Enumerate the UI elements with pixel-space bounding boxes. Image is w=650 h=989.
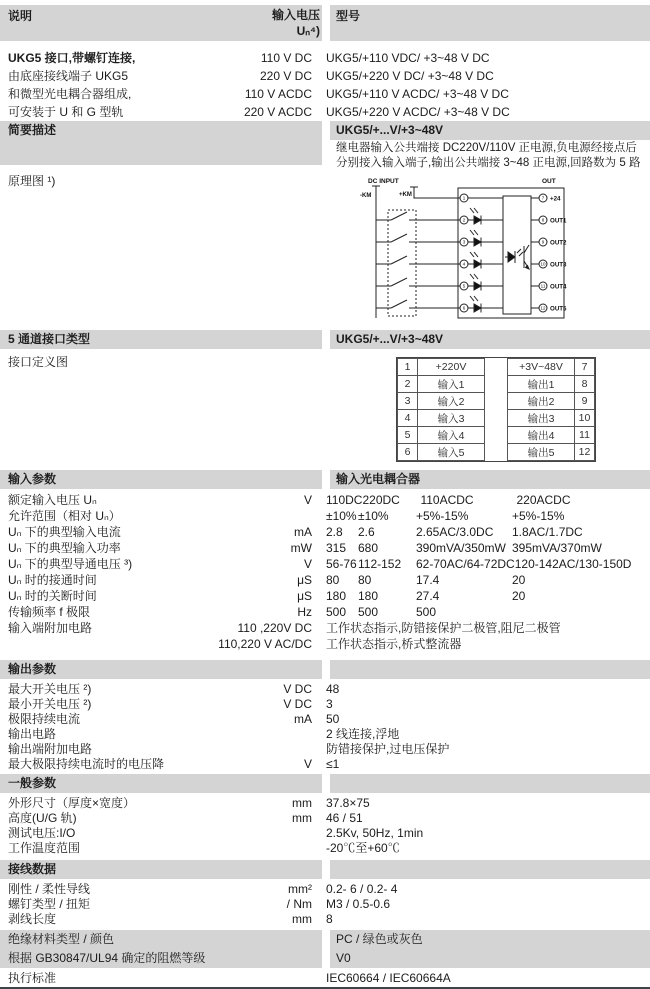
model-number: UKG5/+220 V ACDC/ +3~48 V DC xyxy=(326,105,510,119)
standard-row xyxy=(0,971,650,985)
param-unit: mm xyxy=(292,811,312,825)
param-unit: / Nm xyxy=(286,897,312,911)
brief-text-line2: 分别接入输入端子,输出公共端接 3~48 正电源,回路数为 5 路 xyxy=(336,157,641,169)
table-row xyxy=(0,85,650,103)
optocoupler-symbol xyxy=(505,245,529,269)
param-value: 315 xyxy=(326,541,347,555)
km-neg-label: -KM xyxy=(360,193,372,199)
dc-input-label: DC INPUT xyxy=(368,178,399,185)
input-voltage-symbol: Uₙ⁴) xyxy=(296,24,320,38)
table-row xyxy=(398,410,485,427)
table-row xyxy=(0,796,650,811)
param-value: 工作状态指示,防错接保护二极管,阻尼二极管 xyxy=(326,621,561,635)
param-label: Uₙ 下的典型输入电流 xyxy=(8,525,121,539)
insulation-material-value: PC / 绿色或灰色 xyxy=(336,932,423,946)
param-label: 额定输入电压 Uₙ xyxy=(8,493,97,507)
pin-number: 9 xyxy=(575,393,595,410)
table-row xyxy=(0,742,650,757)
table-row xyxy=(0,524,650,540)
table-row xyxy=(0,841,650,856)
param-value: ±10% xyxy=(358,509,389,523)
wiring-section-bar xyxy=(0,860,650,879)
general-params-table xyxy=(0,796,650,856)
table-row xyxy=(0,882,650,897)
table-row xyxy=(0,67,650,85)
pin-number: 8 xyxy=(575,376,595,393)
schematic-section xyxy=(0,167,650,325)
pinout-center-gap xyxy=(485,358,507,461)
terminal-number: 2 xyxy=(462,217,466,223)
param-unit: V xyxy=(303,493,312,507)
table-row xyxy=(508,410,595,427)
general-params-title: 一般参数 xyxy=(0,774,322,793)
param-value: 500 xyxy=(326,605,347,619)
param-unit: mA xyxy=(294,525,312,539)
pin-label: 输出4 xyxy=(508,427,575,444)
param-unit: V xyxy=(303,757,312,771)
pin-number: 7 xyxy=(575,359,595,376)
param-value: 2.6 xyxy=(358,525,375,539)
table-row xyxy=(398,359,485,376)
input-params-section-bar xyxy=(0,470,650,489)
param-label: Uₙ 下的典型输入功率 xyxy=(8,541,121,555)
table-row xyxy=(0,727,650,742)
param-label: 外形尺寸（厚度×宽度） xyxy=(8,796,136,810)
param-label: 剥线长度 xyxy=(8,912,57,926)
param-label: 允许范围（相对 Uₙ） xyxy=(8,509,121,523)
model-desc: 和微型光电耦合器组成, xyxy=(8,87,132,101)
param-unit: 110,220 V AC/DC xyxy=(218,637,312,651)
table-row xyxy=(0,556,650,572)
connector-pinout-table xyxy=(396,357,596,462)
wire-label: OUT2 xyxy=(550,239,567,247)
km-pos-label: +KM xyxy=(399,192,412,198)
param-value: 46 / 51 xyxy=(326,811,363,825)
param-label: 输入端附加电路 xyxy=(8,621,93,635)
pin-label: 输出2 xyxy=(508,393,575,410)
output-wire-labels xyxy=(550,196,567,313)
pinout-right-table xyxy=(507,358,595,461)
insulation-section xyxy=(0,930,650,968)
pin-label: +3V~48V xyxy=(508,359,575,376)
param-label xyxy=(0,636,212,652)
terminal-number: 9 xyxy=(541,239,545,245)
param-value: 180 xyxy=(326,589,347,603)
input-params-title: 输入参数 xyxy=(0,470,322,489)
param-value: 8 xyxy=(326,912,333,926)
param-value: 180 xyxy=(358,589,379,603)
param-value: M3 / 0.5-0.6 xyxy=(326,897,391,911)
standard-label: 执行标准 xyxy=(8,971,57,985)
col-header-input-voltage xyxy=(272,7,320,41)
param-value: 110DC xyxy=(326,493,363,507)
param-unit: Hz xyxy=(297,605,312,619)
table-row xyxy=(0,697,650,712)
brief-model-title: UKG5/+...V/+3~48V xyxy=(330,121,650,140)
terminal-number: 12 xyxy=(540,305,546,311)
param-value: 500 xyxy=(416,605,437,619)
param-label: Uₙ 时的关断时间 xyxy=(8,589,97,603)
model-table xyxy=(0,49,650,121)
param-value: 220ACDC xyxy=(516,493,571,507)
param-value: +5%-15% xyxy=(416,509,469,523)
param-label: 极限持续电流 xyxy=(8,712,81,726)
table-row xyxy=(0,604,650,620)
output-params-title: 输出参数 xyxy=(0,660,322,679)
model-voltage: 110 V ACDC xyxy=(244,87,312,101)
param-value: 56-76 xyxy=(326,557,357,571)
param-value: 112-152 xyxy=(358,557,402,571)
general-params-right-segment xyxy=(330,774,650,793)
switch-contacts xyxy=(376,212,460,308)
output-params-table xyxy=(0,682,650,772)
table-row xyxy=(0,588,650,604)
param-value: 27.4 xyxy=(416,589,440,603)
table-row xyxy=(0,572,650,588)
model-number: UKG5/+110 VDC/ +3~48 V DC xyxy=(326,51,490,65)
param-value: 0.2- 6 / 0.2- 4 xyxy=(326,882,398,896)
param-value: 110ACDC xyxy=(420,493,474,507)
insulation-material-label: 绝缘材料类型 / 颜色 xyxy=(8,932,115,946)
param-unit: V DC xyxy=(283,697,312,711)
terminal-number: 8 xyxy=(541,217,545,223)
table-row xyxy=(0,826,650,841)
param-value: 2.5Kv, 50Hz, 1min xyxy=(326,826,424,840)
param-value: 1.8AC/1.7DC xyxy=(512,525,583,539)
model-number: UKG5/+220 V DC/ +3~48 V DC xyxy=(326,69,494,83)
wire-label: OUT4 xyxy=(550,283,567,291)
pin-label: 输出1 xyxy=(508,376,575,393)
wire-label: OUT3 xyxy=(550,261,567,269)
param-value: 2.8 xyxy=(326,525,343,539)
param-value: 390mVA/350mW xyxy=(416,541,506,555)
table-row xyxy=(0,49,650,67)
insulation-values xyxy=(330,930,650,968)
interface-section-bar xyxy=(0,330,650,349)
interface-section-title: 5 通道接口类型 xyxy=(0,330,322,349)
terminal-number: 5 xyxy=(462,283,466,289)
param-label: Uₙ 下的典型导通电压 ³) xyxy=(8,557,133,571)
param-value: 220DC xyxy=(362,493,400,507)
param-label: 螺钉类型 / 扭矩 xyxy=(8,897,91,911)
param-label: 测试电压:I/O xyxy=(8,826,76,840)
param-value: 62-70AC/64-72DC xyxy=(416,557,515,571)
param-unit: 110 ,220V DC xyxy=(237,621,312,635)
model-voltage: 110 V DC xyxy=(260,51,312,65)
general-params-section-bar xyxy=(0,774,650,793)
table-row xyxy=(508,393,595,410)
param-value: 80 xyxy=(326,573,340,587)
param-label: 传输频率 f 极限 xyxy=(8,605,91,619)
model-voltage: 220 V ACDC xyxy=(243,105,312,119)
param-value: 48 xyxy=(326,682,340,696)
wire-label: +24 xyxy=(550,195,561,203)
output-params-right-segment xyxy=(330,660,650,679)
pin-label: +220V xyxy=(418,359,485,376)
standard-value: IEC60664 / IEC60664A xyxy=(326,971,451,985)
table-row xyxy=(0,620,650,636)
param-value: 20 xyxy=(512,589,526,603)
pin-label: 输入4 xyxy=(418,427,485,444)
param-value: 680 xyxy=(358,541,379,555)
input-params-table xyxy=(0,492,650,652)
param-label: 刚性 / 柔性导线 xyxy=(8,882,91,896)
param-label: 输出端附加电路 xyxy=(8,742,93,756)
terminal-number: 10 xyxy=(540,261,546,267)
param-value: 80 xyxy=(358,573,372,587)
table-row xyxy=(0,811,650,826)
terminal-number: 7 xyxy=(541,195,545,201)
param-value: +5%-15% xyxy=(512,509,565,523)
param-unit: V DC xyxy=(283,682,312,696)
model-voltage: 220 V DC xyxy=(259,69,312,83)
param-unit xyxy=(212,727,312,742)
table-row xyxy=(0,492,650,508)
pin-label: 输出5 xyxy=(508,444,575,461)
output-params-section-bar xyxy=(0,660,650,679)
table-row xyxy=(508,427,595,444)
brief-description-section xyxy=(0,121,650,167)
param-value: 3 xyxy=(326,697,333,711)
standard-unit-empty xyxy=(212,971,312,985)
param-value: 2 线连接,浮地 xyxy=(326,727,400,741)
param-value: 防错接保护,过电压保护 xyxy=(326,742,450,756)
pin-label: 输入5 xyxy=(418,444,485,461)
brief-section-body xyxy=(330,121,650,167)
schematic-label: 原理图 ¹) xyxy=(8,174,56,188)
pin-number: 12 xyxy=(575,444,595,461)
param-value: 工作状态指示,桥式整流器 xyxy=(326,637,462,651)
param-value: 20 xyxy=(512,573,526,587)
wiring-right-segment xyxy=(330,860,650,879)
wiring-title: 接线数据 xyxy=(0,860,322,879)
brief-section-title: 简要描述 xyxy=(0,121,322,165)
terminal-number: 3 xyxy=(462,239,466,245)
param-label: Uₙ 时的接通时间 xyxy=(8,573,97,587)
table-row xyxy=(0,636,650,652)
table-row xyxy=(0,912,650,927)
col-header-model: 型号 xyxy=(336,9,361,23)
pin-number: 11 xyxy=(575,427,595,444)
param-value: 120-142AC/130-150D xyxy=(514,557,632,571)
pinout-left-table xyxy=(397,358,485,461)
insulation-labels xyxy=(0,930,322,968)
model-number: UKG5/+110 V ACDC/ +3~48 V DC xyxy=(326,87,509,101)
pin-label: 输入1 xyxy=(418,376,485,393)
flammability-label: 根据 GB30847/UL94 确定的阻燃等级 xyxy=(8,951,206,965)
param-label: 工作温度范围 xyxy=(8,841,81,855)
param-unit xyxy=(212,508,312,524)
param-value: 17.4 xyxy=(416,573,440,587)
pin-number: 6 xyxy=(398,444,418,461)
param-unit: mA xyxy=(294,712,312,726)
table-row xyxy=(398,376,485,393)
pin-label: 输出3 xyxy=(508,410,575,427)
table-row xyxy=(508,444,595,461)
param-label: 最大极限持续电流时的电压降 xyxy=(8,757,165,771)
param-unit: μS xyxy=(297,589,312,603)
model-desc: 由底座接线端子 UKG5 xyxy=(8,69,129,83)
param-unit xyxy=(212,841,312,856)
param-unit xyxy=(212,742,312,757)
table-row xyxy=(398,444,485,461)
wire-label: OUT1 xyxy=(550,217,567,225)
header-right-segment xyxy=(330,5,650,41)
pin-number: 5 xyxy=(398,427,418,444)
wire-label: OUT5 xyxy=(550,305,567,313)
interface-diagram-label: 接口定义图 xyxy=(8,355,69,369)
param-unit: mm² xyxy=(288,882,312,896)
header-left-segment xyxy=(0,5,322,41)
param-unit: V xyxy=(303,557,312,571)
param-unit: mm xyxy=(292,796,312,810)
table-row xyxy=(0,103,650,121)
table-row xyxy=(0,757,650,772)
interface-section-model: UKG5/+...V/+3~48V xyxy=(330,330,650,349)
param-value: 500 xyxy=(358,605,379,619)
terminal-number: 6 xyxy=(462,305,466,311)
pin-label: 输入3 xyxy=(418,410,485,427)
table-row xyxy=(398,427,485,444)
param-value: 50 xyxy=(326,712,340,726)
param-unit: μS xyxy=(297,573,312,587)
param-value: -20℃至+60℃ xyxy=(326,841,400,855)
table-row xyxy=(0,540,650,556)
param-value: 2.65AC/3.0DC xyxy=(416,525,494,539)
table-row xyxy=(398,393,485,410)
interface-definition-area xyxy=(0,349,650,461)
input-voltage-label: 输入电压 xyxy=(271,8,320,22)
circuit-schematic-svg xyxy=(358,174,568,324)
param-unit xyxy=(212,826,312,841)
table-row xyxy=(0,508,650,524)
brief-text-line1: 继电器输入公共端接 DC220V/110V 正电源,负电源经接点后 xyxy=(336,142,637,154)
input-params-right-title: 输入光电耦合器 xyxy=(330,470,650,489)
table-row xyxy=(0,712,650,727)
table-row xyxy=(508,376,595,393)
pin-number: 2 xyxy=(398,376,418,393)
param-label: 最小开关电压 ²) xyxy=(8,697,92,711)
terminal-number: 4 xyxy=(462,261,466,267)
param-value: ±10% xyxy=(326,509,357,523)
flammability-value: V0 xyxy=(336,951,351,965)
pin-number: 10 xyxy=(575,410,595,427)
table-row xyxy=(508,359,595,376)
wiring-table xyxy=(0,882,650,927)
table-row xyxy=(0,897,650,912)
pin-number: 1 xyxy=(398,359,418,376)
param-unit: mm xyxy=(292,912,312,926)
terminal-number: 11 xyxy=(540,283,546,289)
param-label: 输出电路 xyxy=(8,727,57,741)
led-indicators xyxy=(468,208,503,313)
table-header-bar xyxy=(0,5,650,41)
param-value: 37.8×75 xyxy=(326,796,370,810)
pin-label: 输入2 xyxy=(418,393,485,410)
pin-number: 4 xyxy=(398,410,418,427)
param-label: 高度(U/G 轨) xyxy=(8,811,77,825)
col-header-description: 说明 xyxy=(8,9,33,23)
pin-number: 3 xyxy=(398,393,418,410)
out-label: OUT xyxy=(542,178,556,185)
param-unit: mW xyxy=(290,541,312,555)
table-row xyxy=(0,682,650,697)
param-value: 395mVA/370mW xyxy=(512,541,602,555)
terminal-number: 1 xyxy=(462,195,466,201)
model-desc: 可安装于 U 和 G 型轨 xyxy=(8,105,124,119)
param-label: 最大开关电压 ²) xyxy=(8,682,92,696)
param-value: ≤1 xyxy=(326,757,340,771)
model-desc: UKG5 接口,带螺钉连接, xyxy=(8,51,136,65)
